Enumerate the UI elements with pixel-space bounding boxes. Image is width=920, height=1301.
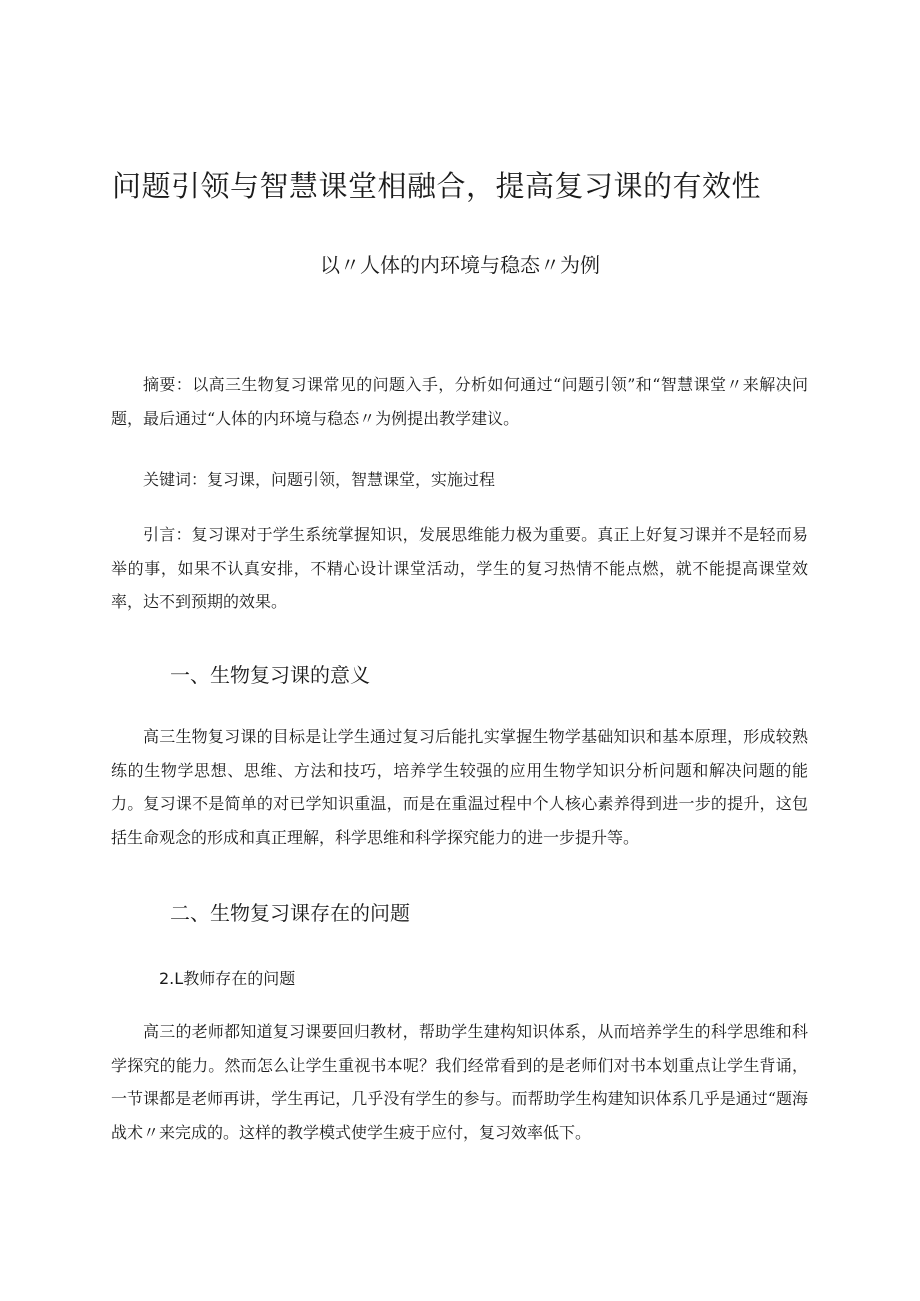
document-subtitle: 以〃人体的内环境与稳态〃为例 <box>320 253 600 277</box>
subsection-2-1-number: 2.L <box>159 969 184 988</box>
section-1-heading: 一、生物复习课的意义 <box>170 663 370 687</box>
document-title: 问题引领与智慧课堂相融合，提高复习课的有效性 <box>112 169 762 203</box>
subsection-2-1-heading <box>159 966 295 992</box>
subsection-2-1-body: 高三的老师都知道复习课要回归教材，帮助学生建构知识体系，从而培养学生的科学思维和科学探究的能力。然而怎么让学生重视书本呢？我们经常看到的是老师们对书本划重点让学生背诵，一节课都是老师再讲，学生再记，几乎没有学生的参与。而帮助学生构建知识体系几乎是通过“题海战术〃来完成的。这样的教学模式使学生疲于应付，复习效率低下。 <box>111 1022 808 1142</box>
subsection-2-1-title: 教师存在的问题 <box>183 969 296 988</box>
section-1-body: 高三生物复习课的目标是让学生通过复习后能扎实掌握生物学基础知识和基本原理，形成较熟练的生物学思想、思维、方法和技巧，培养学生较强的应用生物学知识分析问题和解决问题的能力。复习课不是简单的对已学知识重温，而是在重温过程中个人核心素养得到进一步的提升，这包括生命观念的形成和真正理解，科学思维和科学探究能力的进一步提升等。 <box>111 727 808 847</box>
keywords-paragraph: 关键词：复习课，问题引领，智慧课堂，实施过程 <box>143 470 496 489</box>
abstract-paragraph: 摘要：以高三生物复习课常见的问题入手，分析如何通过“问题引领”和“智慧课堂〃来解决问题，最后通过“人体的内环境与稳态〃为例提出教学建议。 <box>111 375 808 428</box>
section-2-heading: 二、生物复习课存在的问题 <box>170 901 410 925</box>
introduction-paragraph: 引言：复习课对于学生系统掌握知识，发展思维能力极为重要。真正上好复习课并不是轻而易举的事，如果不认真安排，不精心设计课堂活动，学生的复习热情不能点燃，就不能提高课堂效率，达不到预期的效果。 <box>111 525 808 611</box>
